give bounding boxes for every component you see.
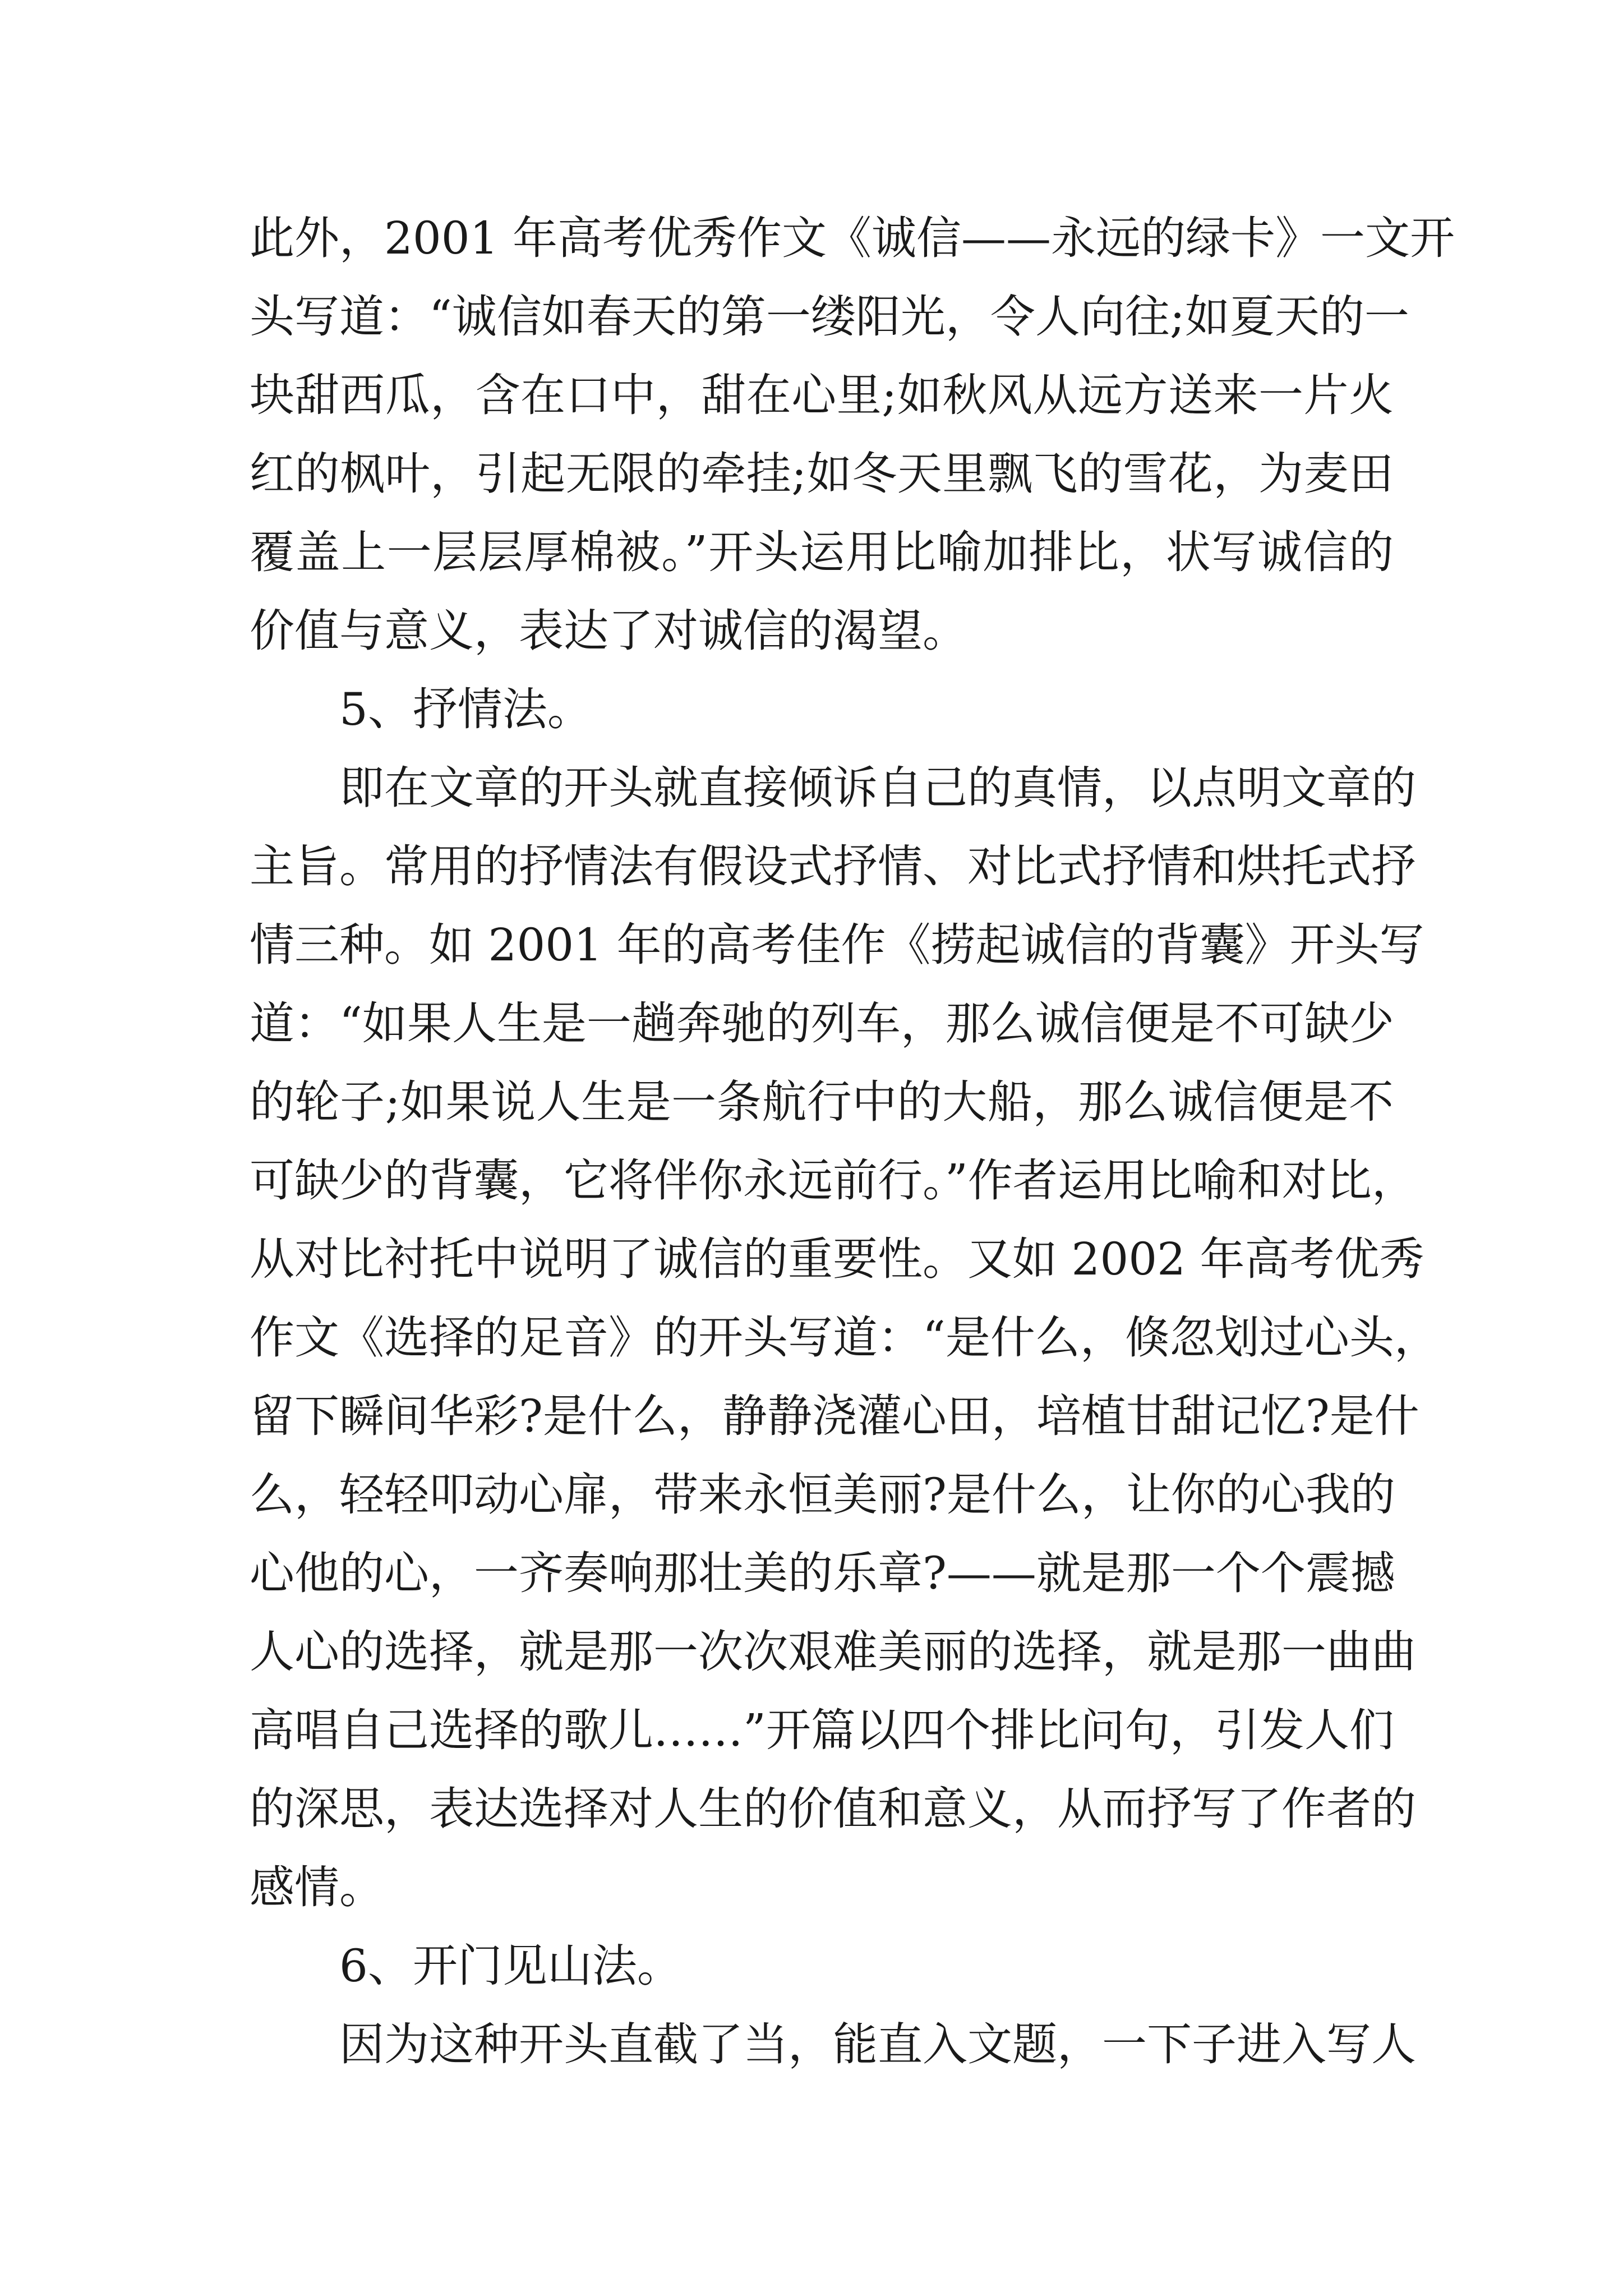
paragraph [250, 749, 1439, 1927]
text-line: 块甜西瓜，含在口中，甜在心里;如秋风从远方送来一片火 [250, 369, 1394, 421]
document-page [250, 199, 1455, 2084]
text-line: 即在文章的开头就直接倾诉自己的真情，以点明文章的 [339, 762, 1416, 814]
text-line: 留下瞬间华彩?是什么，静静浇灌心田，培植甘甜记忆?是什 [250, 1390, 1419, 1442]
text-line: 的深思，表达选择对人生的价值和意义，从而抒写了作者的 [250, 1783, 1416, 1835]
paragraph [250, 2005, 1416, 2084]
text-line: 可缺少的背囊，它将伴你永远前行。”作者运用比喻和对比， [250, 1154, 1417, 1207]
text-line: 因为这种开头直截了当，能直入文题，一下子进入写人 [339, 2018, 1416, 2070]
text-line: 此外，2001 年高考优秀作文《诚信——永远的绿卡》一文开 [250, 212, 1455, 264]
text-line: 6、开门见山法。 [339, 1940, 682, 1992]
text-line: 覆盖上一层层厚棉被。”开头运用比喻加排比，状写诚信的 [250, 526, 1394, 578]
paragraph [250, 670, 1394, 749]
text-line: 感情。 [250, 1861, 384, 1913]
text-line: 情三种。如 2001 年的高考佳作《捞起诚信的背囊》开头写 [250, 919, 1424, 971]
paragraph [250, 199, 1455, 670]
text-line: 价值与意义，表达了对诚信的渴望。 [250, 605, 967, 657]
text-line: 主旨。常用的抒情法有假设式抒情、对比式抒情和烘托式抒 [250, 840, 1416, 892]
text-line: 高唱自己选择的歌儿……”开篇以四个排比问句，引发人们 [250, 1704, 1394, 1756]
text-line: 人心的选择，就是那一次次艰难美丽的选择，就是那一曲曲 [250, 1626, 1416, 1678]
text-line: 5、抒情法。 [339, 683, 592, 735]
text-line: 道：“如果人生是一趟奔驰的列车，那么诚信便是不可缺少 [250, 997, 1394, 1050]
text-line: 红的枫叶，引起无限的牵挂;如冬天里飘飞的雪花，为麦田 [250, 448, 1394, 500]
paragraph [250, 1927, 1394, 2005]
text-line: 的轮子;如果说人生是一条航行中的大船，那么诚信便是不 [250, 1076, 1394, 1128]
text-line: 心他的心，一齐奏响那壮美的乐章?——就是那一个个震撼 [250, 1547, 1395, 1599]
text-line: 作文《选择的足音》的开头写道：“是什么，倏忽划过心头， [250, 1312, 1439, 1364]
text-line: 从对比衬托中说明了诚信的重要性。又如 2002 年高考优秀 [250, 1233, 1424, 1285]
text-line: 么，轻轻叩动心扉，带来永恒美丽?是什么，让你的心我的 [250, 1469, 1395, 1521]
text-line: 头写道：“诚信如春天的第一缕阳光，令人向往;如夏天的一 [250, 291, 1409, 343]
